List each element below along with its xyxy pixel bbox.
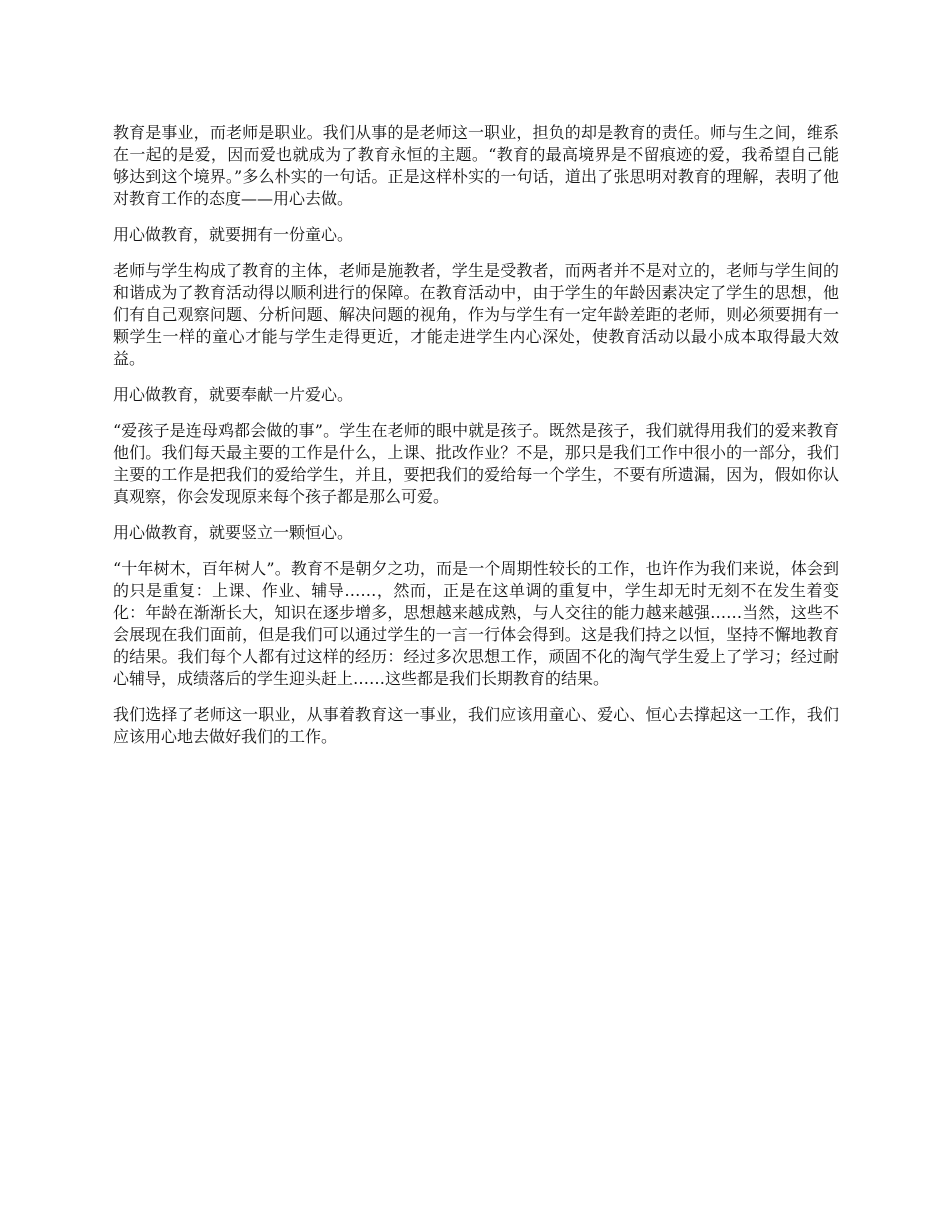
paragraph-intro: 教育是事业，而老师是职业。我们从事的是老师这一职业，担负的却是教育的责任。师与生之间，维系在一起的是爱，因而爱也就成为了教育永恒的主题。“教育的最高境界是不留痕迹的爱，我希望自己能够达到这个境界。”多么朴实的一句话。正是这样朴实的一句话，道出了张思明对教育的理解，表明了他对教育工作的态度——用心去做。 (113, 123, 839, 208)
heading-perseverance: 用心做教育，就要竖立一颗恒心。 (113, 523, 354, 542)
document-body (113, 122, 839, 762)
paragraph-perseverance: “十年树木，百年树人”。教育不是朝夕之功，而是一个周期性较长的工作，也许作为我们来说，体会到的只是重复：上课、作业、辅导……，然而，正是在这单调的重复中，学生却无时无刻不在发生着变化：年龄在渐渐长大，知识在逐步增多，思想越来越成熟，与人交往的能力越来越强……当然，这些不会展现在我们面前，但是我们可以通过学生的一言一行体会得到。这是我们持之以恒，坚持不懈地教育的结果。我们每个人都有过这样的经历：经过多次思想工作，顽固不化的淘气学生爱上了学习；经过耐心辅导，成绩落后的学生迎头赶上……这些都是我们长期教育的结果。 (113, 559, 839, 688)
heading-childlike-heart: 用心做教育，就要拥有一份童心。 (113, 225, 354, 244)
paragraph-conclusion: 我们选择了老师这一职业，从事着教育这一事业，我们应该用童心、爱心、恒心去撑起这一工作，我们应该用心地去做好我们的工作。 (113, 705, 839, 746)
paragraph-loving-heart: “爱孩子是连母鸡都会做的事”。学生在老师的眼中就是孩子。既然是孩子，我们就得用我们的爱来教育他们。我们每天最主要的工作是什么，上课、批改作业？不是，那只是我们工作中很小的一部分，我们主要的工作是把我们的爱给学生，并且，要把我们的爱给每一个学生，不要有所遗漏，因为，假如你认真观察，你会发现原来每个孩子都是那么可爱。 (113, 421, 839, 506)
paragraph-childlike-heart: 老师与学生构成了教育的主体，老师是施教者，学生是受教者，而两者并不是对立的，老师与学生间的和谐成为了教育活动得以顺利进行的保障。在教育活动中，由于学生的年龄因素决定了学生的思想，他们有自己观察问题、分析问题、解决问题的视角，作为与学生有一定年龄差距的老师，则必须要拥有一颗学生一样的童心才能与学生走得更近，才能走进学生内心深处，使教育活动以最小成本取得最大效益。 (113, 261, 839, 368)
heading-loving-heart: 用心做教育，就要奉献一片爱心。 (113, 385, 354, 404)
